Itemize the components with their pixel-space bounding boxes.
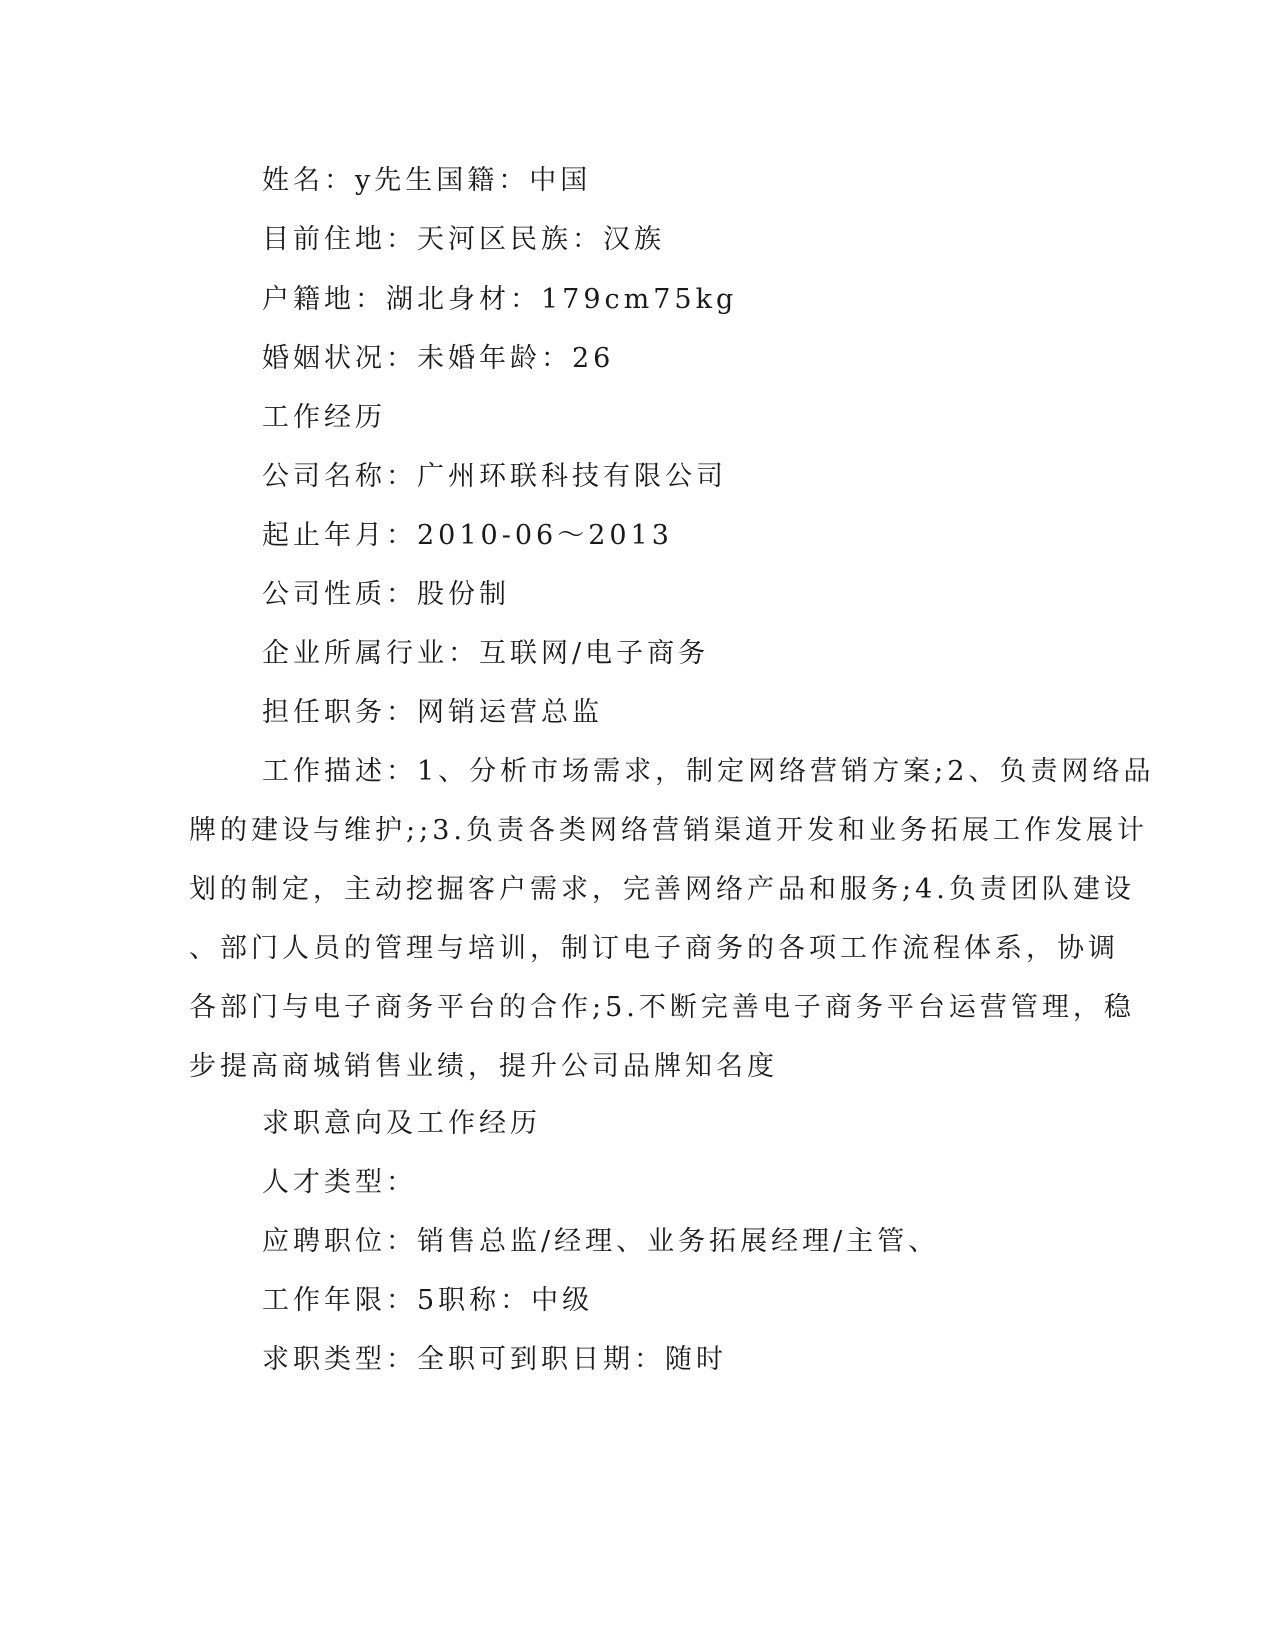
years-title-line: 工作年限：5职称：中级 [262,1285,594,1316]
job-type-availability-line: 求职类型：全职可到职日期：随时 [262,1344,727,1375]
applied-position-line: 应聘职位：销售总监/经理、业务拓展经理/主管、 [262,1226,940,1257]
work-description-line: 步提高商城销售业绩，提升公司品牌知名度 [189,1051,778,1082]
company-type-line: 公司性质：股份制 [262,579,510,610]
position-line: 担任职务：网销运营总监 [262,697,603,728]
job-intention-heading: 求职意向及工作经历 [262,1108,541,1139]
marital-age-line: 婚姻状况：未婚年龄：26 [262,343,615,374]
work-description-line: 划的制定，主动挖掘客户需求，完善网络产品和服务;4.负责团队建设 [189,874,1135,905]
work-description-first-line: 工作描述：1、分析市场需求，制定网络营销方案;2、负责网络品 [262,756,1155,787]
industry-line: 企业所属行业：互联网/电子商务 [262,638,710,669]
company-name-line: 公司名称：广州环联科技有限公司 [262,461,727,492]
talent-type-line: 人才类型： [262,1167,417,1198]
work-description-line: 、部门人员的管理与培训，制订电子商务的各项工作流程体系，协调 [189,933,1119,964]
work-description-line: 各部门与电子商务平台的合作;5.不断完善电子商务平台运营管理，稳 [189,992,1135,1023]
employment-period-line: 起止年月：2010-06～2013 [262,520,673,551]
hometown-build-line: 户籍地：湖北身材：179cm75kg [262,284,738,315]
name-nationality-line: 姓名：y先生国籍：中国 [262,165,592,196]
residence-ethnicity-line: 目前住地：天河区民族：汉族 [262,224,665,255]
work-description-line: 牌的建设与维护;;3.负责各类网络营销渠道开发和业务拓展工作发展计 [189,815,1148,846]
work-experience-heading: 工作经历 [262,402,386,433]
